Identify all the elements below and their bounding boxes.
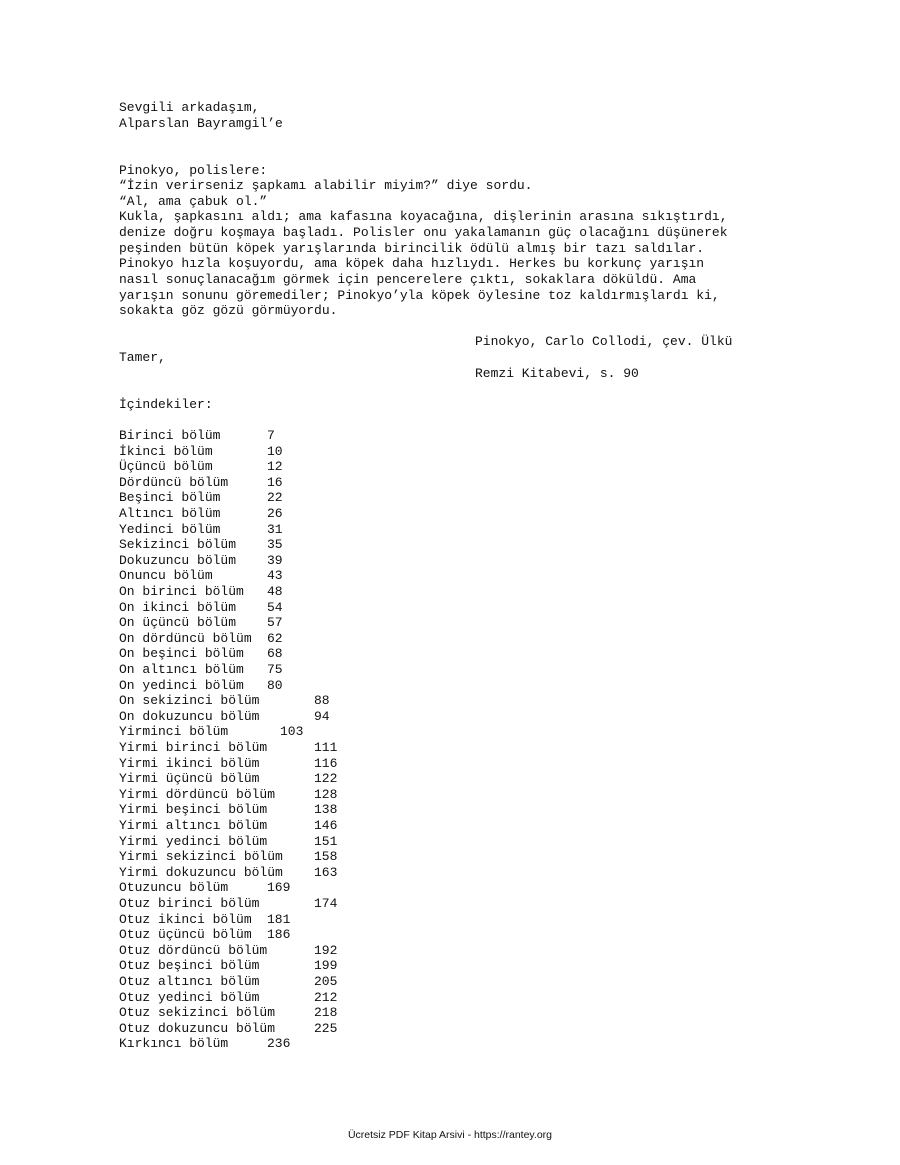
toc-entry-label: Otuz sekizinci bölüm xyxy=(119,1005,276,1021)
toc-entry-label: Otuz ikinci bölüm xyxy=(119,911,252,927)
toc-entry xyxy=(119,474,283,491)
toc-entry-label: Otuz beşinci bölüm xyxy=(119,958,260,974)
toc-entry xyxy=(119,506,283,522)
toc-entry xyxy=(119,802,338,818)
toc-entry-label: Otuz birinci bölüm xyxy=(119,896,260,911)
toc-entry-page: 68 xyxy=(267,646,283,662)
toc-entry-label: Yirmi beşinci bölüm xyxy=(119,802,268,818)
toc-entry xyxy=(119,740,338,756)
toc-entry-page: 205 xyxy=(314,974,338,989)
toc-entry xyxy=(119,942,338,959)
toc-entry-label: Otuz yedinci bölüm xyxy=(119,989,260,1005)
toc-entry-page: 158 xyxy=(314,849,338,865)
toc-entry-page: 146 xyxy=(314,818,338,833)
toc-entry-page: 22 xyxy=(267,490,283,506)
toc-entry xyxy=(119,1020,338,1037)
toc-entry-page: 80 xyxy=(267,677,283,693)
toc-entry-page: 103 xyxy=(280,724,304,740)
toc-entry-label: Yirmi üçüncü bölüm xyxy=(119,771,260,787)
toc-entry-page: 199 xyxy=(314,958,338,974)
toc-entry-label: Yirmi yedinci bölüm xyxy=(119,833,268,849)
toc-entry xyxy=(119,521,283,538)
toc-entry-label: Otuz dokuzuncu bölüm xyxy=(119,1020,276,1036)
toc-entry xyxy=(119,599,283,616)
toc-entry-page: 212 xyxy=(314,989,338,1005)
toc-entry-page: 122 xyxy=(314,771,338,787)
toc-entry-label: On ikinci bölüm xyxy=(119,599,237,615)
toc-entry xyxy=(119,974,338,990)
toc-entry-label: On birinci bölüm xyxy=(119,584,244,599)
toc-entry-page: 48 xyxy=(267,584,283,599)
toc-entry xyxy=(119,896,338,912)
dedication-line: Sevgili arkadaşım, xyxy=(119,100,260,115)
toc-entry-label: Yirmi sekizinci bölüm xyxy=(119,849,283,865)
toc-entry xyxy=(119,552,283,569)
toc-entry-page: 94 xyxy=(314,708,330,724)
toc-entry-label: Dokuzuncu bölüm xyxy=(119,552,237,568)
epigraph-line: “Al, ama çabuk ol.” xyxy=(119,194,268,209)
toc-entry-label: Yirmi ikinci bölüm xyxy=(119,755,260,771)
toc-entry-label: Onuncu bölüm xyxy=(119,568,213,584)
toc-entry xyxy=(119,755,338,772)
toc-entry-page: 35 xyxy=(267,537,283,553)
toc-entry-page: 186 xyxy=(267,927,291,943)
toc-entry-label: Otuz üçüncü bölüm xyxy=(119,927,252,943)
toc-entry xyxy=(119,662,283,678)
toc-entry-label: On dokuzuncu bölüm xyxy=(119,708,260,724)
dedication-line: Alparslan Bayramgil’e xyxy=(119,116,283,131)
toc-entry-page: 12 xyxy=(267,459,283,475)
toc-entry xyxy=(119,880,291,896)
epigraph-line: Pinokyo, polislere: xyxy=(119,163,268,178)
toc-entry-label: Altıncı bölüm xyxy=(119,506,221,521)
toc-entry-label: Yirmi dördüncü bölüm xyxy=(119,786,276,802)
toc-entry-page: 57 xyxy=(267,615,283,631)
toc-entry-label: Kırkıncı bölüm xyxy=(119,1036,229,1052)
toc-entry-page: 128 xyxy=(314,786,338,802)
toc-entry-label: Beşinci bölüm xyxy=(119,490,221,506)
toc-entry xyxy=(119,646,283,662)
toc-entry-page: 31 xyxy=(267,521,283,537)
toc-entry xyxy=(119,989,338,1006)
toc-entry-page: 181 xyxy=(267,911,291,927)
toc-entry xyxy=(119,1005,338,1021)
epigraph-source: Pinokyo, Carlo Collodi, çev. Ülkü xyxy=(475,334,733,349)
toc-entry-page: 75 xyxy=(267,662,283,677)
toc-entry-page: 111 xyxy=(314,740,338,755)
toc-entry xyxy=(119,490,283,506)
epigraph-line: nasıl sonuçlanacağım görmek için pencerelere çıktı, sokaklara döküldü. Ama xyxy=(119,272,697,287)
toc-entry-label: Yirmi birinci bölüm xyxy=(119,740,268,755)
toc-entry-label: Yirmi dokuzuncu bölüm xyxy=(119,864,283,880)
toc-entry-page: 192 xyxy=(314,942,338,958)
toc-entry-page: 54 xyxy=(267,599,283,615)
toc-entry-label: On beşinci bölüm xyxy=(119,646,244,662)
toc-entry-label: On altıncı bölüm xyxy=(119,662,244,677)
toc-entry xyxy=(119,537,283,553)
toc-entry-label: On sekizinci bölüm xyxy=(119,693,260,709)
toc-entry-label: On yedinci bölüm xyxy=(119,677,244,693)
toc-entry xyxy=(119,833,338,850)
toc-entry xyxy=(119,818,338,834)
toc-entry-page: 10 xyxy=(267,443,283,459)
epigraph-line: denize doğru koşmaya başladı. Polisler onu yakalamanın güç olacağını düşünerek xyxy=(119,225,728,240)
toc-entry-label: Dördüncü bölüm xyxy=(119,474,229,490)
page-footer: Ücretsiz PDF Kitap Arsivi - https://rantey.org xyxy=(347,1129,553,1141)
toc-entry xyxy=(119,864,338,881)
toc-entry-label: İkinci bölüm xyxy=(119,443,213,459)
toc-entry xyxy=(119,693,330,709)
toc-entry-page: 16 xyxy=(267,474,283,490)
toc-entry-page: 174 xyxy=(314,896,338,911)
toc-entry-page: 43 xyxy=(267,568,283,584)
epigraph-line: Pinokyo hızla koşuyordu, ama köpek daha hızlıydı. Herkes bu korkunç yarışın xyxy=(119,256,705,271)
toc-entry-label: Üçüncü bölüm xyxy=(119,459,213,475)
toc-entry xyxy=(119,958,338,974)
epigraph-source-name: Tamer, xyxy=(119,350,166,365)
toc-entry-label: Otuzuncu bölüm xyxy=(119,880,229,896)
toc-entry xyxy=(119,630,283,647)
toc-entry xyxy=(119,443,283,460)
toc-entry-page: 39 xyxy=(267,552,283,568)
toc-entry-page: 236 xyxy=(267,1036,291,1052)
toc-entry-label: Sekizinci bölüm xyxy=(119,537,237,553)
toc-entry-page: 116 xyxy=(314,755,338,771)
epigraph-source: Remzi Kitabevi, s. 90 xyxy=(475,366,639,381)
toc-entry-page: 169 xyxy=(267,880,291,896)
toc-entry-page: 151 xyxy=(314,833,338,849)
toc-entry-page: 138 xyxy=(314,802,338,818)
toc-entry xyxy=(119,584,283,600)
toc-entry xyxy=(119,708,330,725)
toc-entry xyxy=(119,927,291,943)
epigraph-line: yarışın sonunu göremediler; Pinokyo’yla köpek öylesine toz kaldırmışlardı ki, xyxy=(119,288,720,303)
toc-heading: İçindekiler: xyxy=(119,397,213,412)
toc-entry-label: On üçüncü bölüm xyxy=(119,615,237,631)
toc-entry xyxy=(119,459,283,475)
toc-entry-label: On dördüncü bölüm xyxy=(119,630,252,646)
toc-entry xyxy=(119,724,304,740)
toc-entry xyxy=(119,615,283,631)
toc-entry-page: 62 xyxy=(267,630,283,646)
toc-entry-label: Otuz altıncı bölüm xyxy=(119,974,260,989)
epigraph-line: peşinden bütün köpek yarışlarında birincilik ödülü almış bir tazı saldılar. xyxy=(119,241,705,256)
toc-entry-page: 7 xyxy=(267,428,275,443)
toc-entry-label: Yirmi altıncı bölüm xyxy=(119,818,268,833)
toc-entry xyxy=(119,786,338,803)
toc-entry-page: 88 xyxy=(314,693,330,709)
toc-entry-label: Birinci bölüm xyxy=(119,428,221,443)
toc-entry-page: 26 xyxy=(267,506,283,521)
toc-entry xyxy=(119,911,291,928)
toc-entry-label: Yedinci bölüm xyxy=(119,521,221,537)
toc-entry xyxy=(119,568,283,584)
toc-entry xyxy=(119,771,338,787)
toc-entry xyxy=(119,677,283,694)
toc-entry xyxy=(119,1036,291,1052)
epigraph-line: “İzin verirseniz şapkamı alabilir miyim?” diye sordu. xyxy=(119,178,533,193)
toc-entry-page: 218 xyxy=(314,1005,338,1021)
toc-entry-label: Yirminci bölüm xyxy=(119,724,229,740)
toc-entry-label: Otuz dördüncü bölüm xyxy=(119,942,268,958)
toc-entry-page: 225 xyxy=(314,1020,338,1036)
toc-entry xyxy=(119,849,338,865)
epigraph-line: Kukla, şapkasını aldı; ama kafasına koyacağına, dişlerinin arasına sıkıştırdı, xyxy=(119,209,728,224)
epigraph-line: sokakta göz gözü görmüyordu. xyxy=(119,303,338,318)
toc-entry xyxy=(119,428,275,444)
toc-entry-page: 163 xyxy=(314,864,338,880)
